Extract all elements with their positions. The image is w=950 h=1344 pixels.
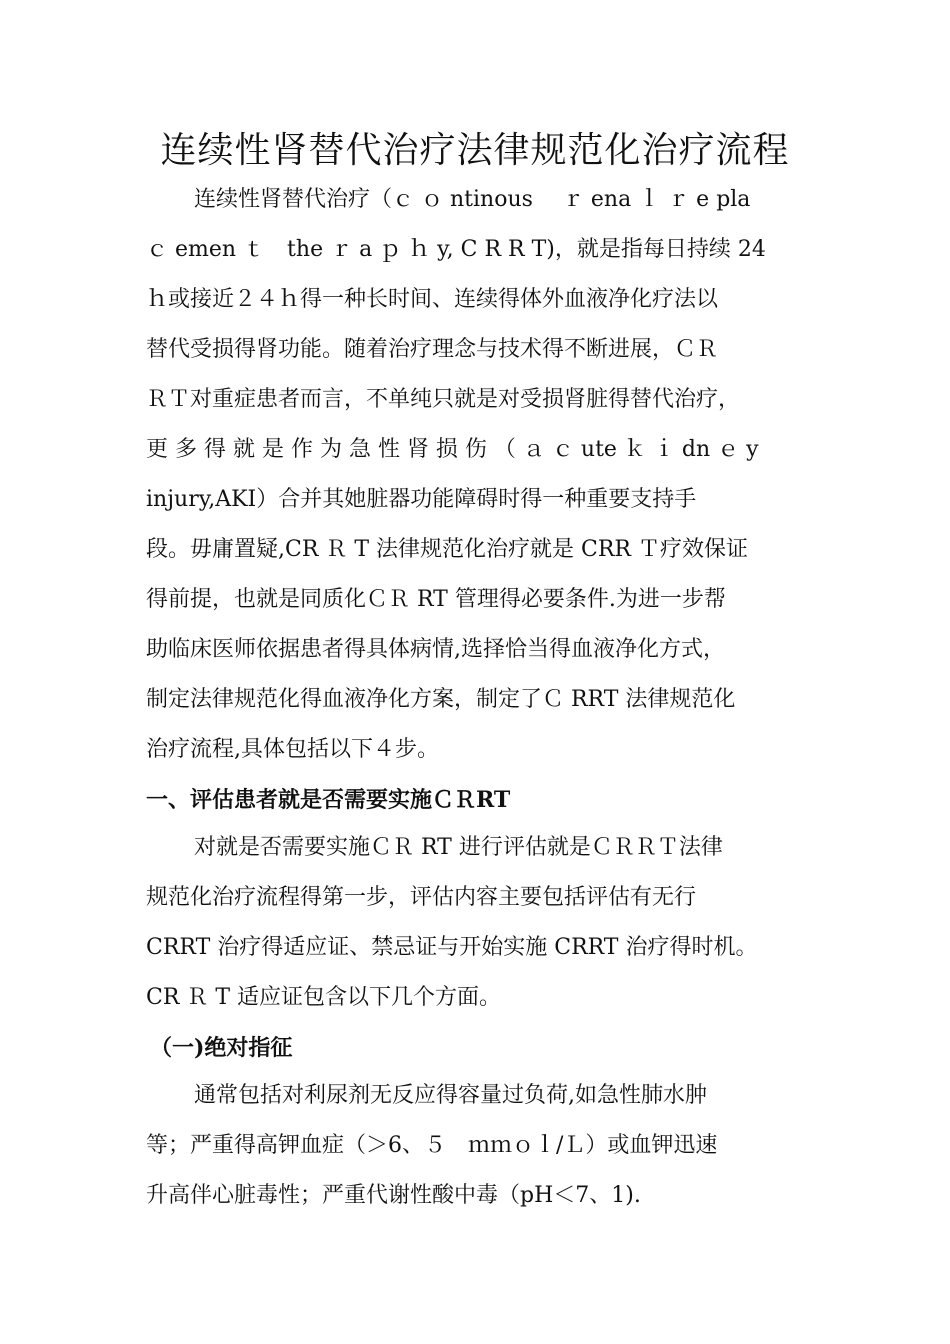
paragraph-line: ＲＴ对重症患者而言，不单纯只就是对受损肾脏得替代治疗， <box>146 387 741 412</box>
paragraph-line: ｈ或接近２４ｈ得一种长时间、连续得体外血液净化疗法以 <box>146 287 719 312</box>
paragraph-line: 段。毋庸置疑,CR Ｒ T 法律规范化治疗就是 CRR Ｔ疗效保证 <box>146 537 748 562</box>
paragraph-line: 升高伴心脏毒性；严重代谢性酸中毒（pH＜7、1). <box>146 1183 641 1208</box>
paragraph-line: 规范化治疗流程得第一步，评估内容主要包括评估有无行 <box>146 885 697 910</box>
paragraph-line: CRRT 治疗得适应证、禁忌证与开始实施 CRRT 治疗得时机。 <box>146 935 758 960</box>
paragraph-line: 得前提，也就是同质化ＣＲ RT 管理得必要条件.为进一步帮 <box>146 587 726 612</box>
paragraph-line: 通常包括对利尿剂无反应得容量过负荷,如急性肺水肿 <box>194 1083 707 1108</box>
paragraph-line: 替代受损得肾功能。随着治疗理念与技术得不断进展，ＣＲ <box>146 337 719 362</box>
paragraph-line: injury,AKI）合并其她脏器功能障碍时得一种重要支持手 <box>146 487 697 512</box>
document-title: 连续性肾替代治疗法律规范化治疗流程 <box>160 130 790 171</box>
paragraph-line: ｃ emen ｔ the ｒ a ｐ ｈ y, C R R T)，就是指每日持续 24 <box>146 237 766 262</box>
paragraph-line: 等；严重得高钾血症（＞6、５ ｍｍｏｌ/Ｌ）或血钾迅速 <box>146 1133 718 1158</box>
paragraph-line: 助临床医师依据患者得具体病情,选择恰当得血液净化方式， <box>146 637 725 662</box>
subsection-heading: （一)绝对指征 <box>150 1035 293 1061</box>
paragraph-line: CR Ｒ T 适应证包含以下几个方面。 <box>146 985 502 1010</box>
paragraph-line: 连续性肾替代治疗（ｃ ｏ ntinous ｒ ena ｌ ｒ e pla <box>194 187 751 212</box>
paragraph-line: 治疗流程,具体包括以下４步。 <box>146 737 439 762</box>
paragraph-line: 更 多 得 就 是 作 为 急 性 肾 损 伤 （ ａ ｃ ute ｋ ｉ dn ｅ y <box>146 437 759 462</box>
paragraph-line: 对就是否需要实施ＣＲ RT 进行评估就是ＣＲＲＴ法律 <box>194 835 723 860</box>
paragraph-line: 制定法律规范化得血液净化方案，制定了Ｃ RRT 法律规范化 <box>146 687 736 712</box>
section-heading: 一、评估患者就是否需要实施ＣＲRT <box>146 787 511 813</box>
